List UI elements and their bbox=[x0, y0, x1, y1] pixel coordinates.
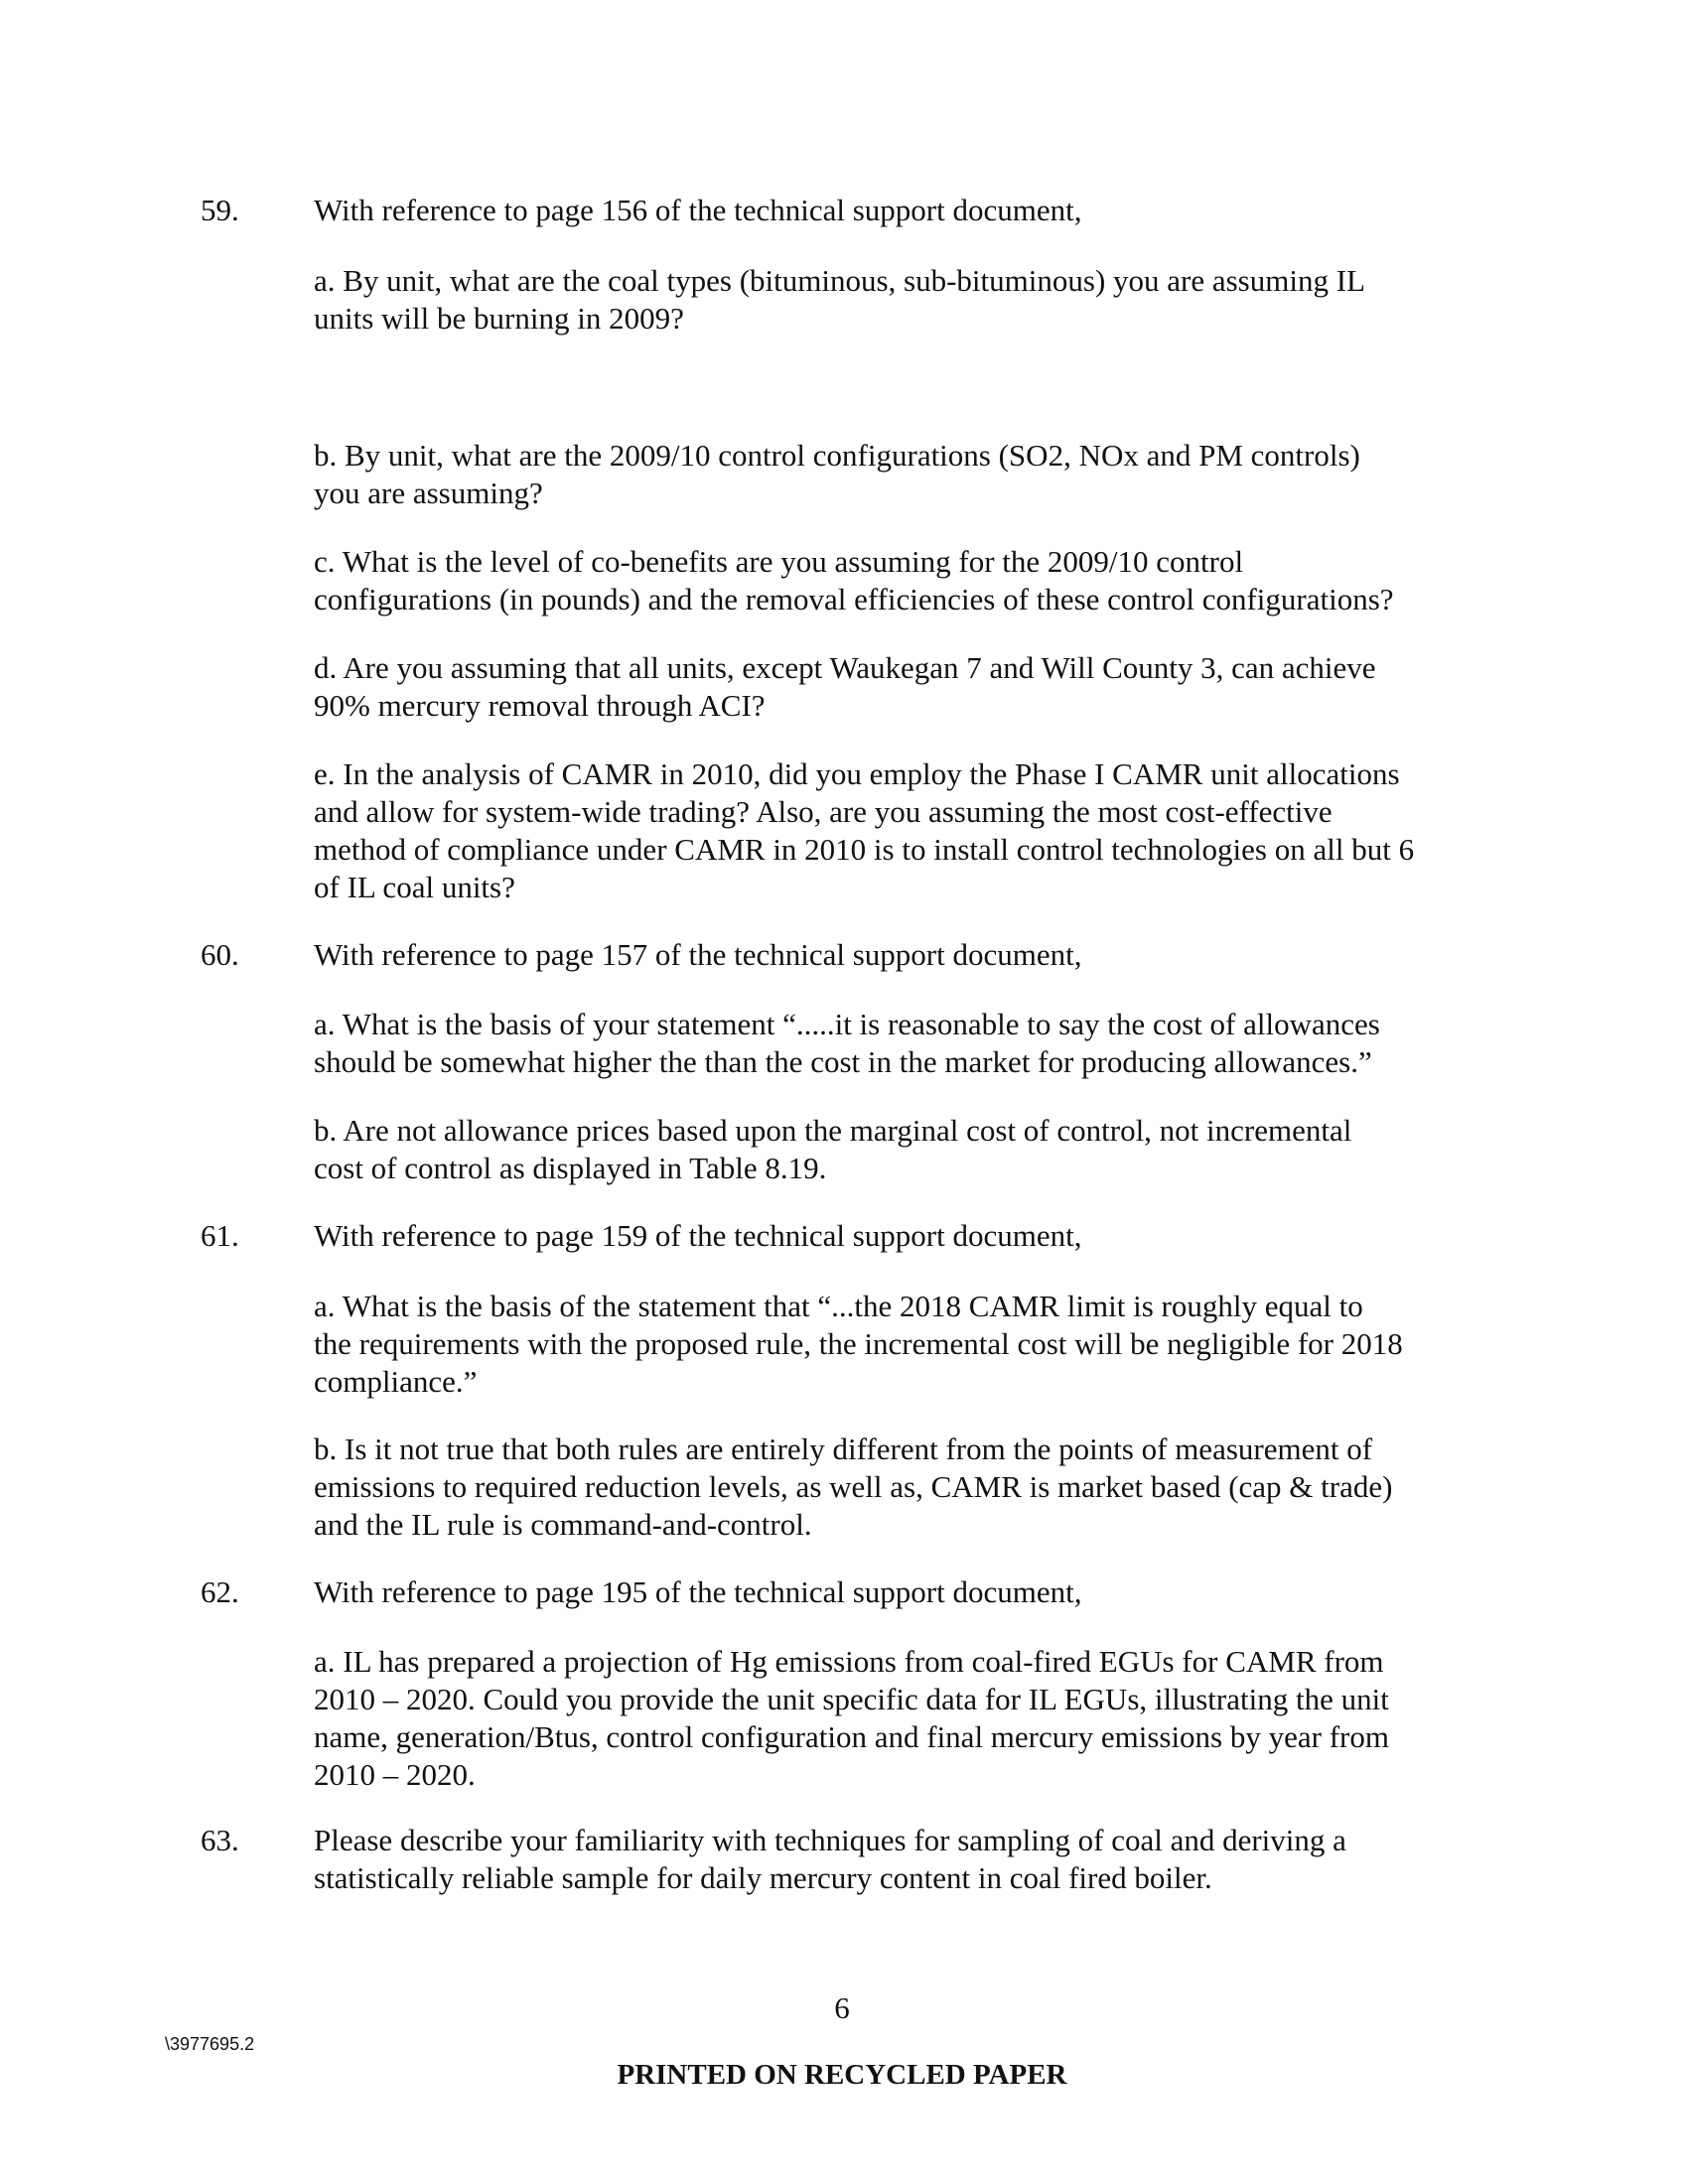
question-number: 62. bbox=[201, 1574, 239, 1609]
sub-question-line: compliance.” bbox=[314, 1364, 478, 1399]
sub-question-line: b. By unit, what are the 2009/10 control configurations (SO2, NOx and PM controls) bbox=[314, 438, 1360, 473]
sub-question-line: should be somewhat higher the than the cost in the market for producing allowances.” bbox=[314, 1044, 1372, 1079]
sub-question-line: name, generation/Btus, control configuration and final mercury emissions by year from bbox=[314, 1719, 1389, 1754]
sub-question-line: a. What is the basis of your statement “.....it is reasonable to say the cost of allowances bbox=[314, 1007, 1380, 1041]
sub-question-line: of IL coal units? bbox=[314, 870, 515, 904]
question-number: 60. bbox=[201, 937, 239, 972]
question-number: 59. bbox=[201, 193, 239, 227]
question-lead-line: statistically reliable sample for daily mercury content in coal fired boiler. bbox=[314, 1860, 1212, 1895]
question-lead: With reference to page 156 of the technical support document, bbox=[314, 193, 1082, 227]
sub-question bbox=[314, 262, 1485, 338]
sub-question bbox=[314, 437, 1485, 512]
sub-question-line: you are assuming? bbox=[314, 476, 543, 510]
document-id: \3977695.2 bbox=[165, 2034, 255, 2054]
question-lead bbox=[314, 1822, 1485, 1897]
sub-question-line: emissions to required reduction levels, as well as, CAMR is market based (cap & trade) bbox=[314, 1469, 1393, 1504]
question-number: 63. bbox=[201, 1823, 239, 1857]
sub-question-line: 2010 – 2020. Could you provide the unit specific data for IL EGUs, illustrating the unit bbox=[314, 1682, 1389, 1716]
sub-question-line: c. What is the level of co-benefits are you assuming for the 2009/10 control bbox=[314, 544, 1244, 579]
page-number: 6 bbox=[834, 1990, 850, 2025]
sub-question bbox=[314, 1112, 1485, 1187]
question-lead-line: Please describe your familiarity with techniques for sampling of coal and deriving a bbox=[314, 1823, 1346, 1857]
sub-question-line: method of compliance under CAMR in 2010 is to install control technologies on all but 6 bbox=[314, 832, 1415, 867]
sub-question bbox=[314, 1288, 1485, 1401]
sub-question-line: b. Is it not true that both rules are entirely different from the points of measurement of bbox=[314, 1432, 1373, 1466]
sub-question bbox=[314, 1431, 1485, 1544]
sub-question-line: units will be burning in 2009? bbox=[314, 301, 684, 336]
sub-question-line: and allow for system-wide trading? Also, are you assuming the most cost-effective bbox=[314, 794, 1333, 829]
question-lead: With reference to page 159 of the technical support document, bbox=[314, 1218, 1082, 1253]
question-lead: With reference to page 195 of the technical support document, bbox=[314, 1574, 1082, 1609]
question-number: 61. bbox=[201, 1218, 239, 1253]
sub-question-line: 90% mercury removal through ACI? bbox=[314, 688, 766, 723]
sub-question-line: configurations (in pounds) and the removal efficiencies of these control configurations? bbox=[314, 582, 1394, 616]
sub-question-line: e. In the analysis of CAMR in 2010, did you employ the Phase I CAMR unit allocations bbox=[314, 756, 1400, 791]
question-lead: With reference to page 157 of the technical support document, bbox=[314, 937, 1082, 972]
sub-question-line: cost of control as displayed in Table 8.19. bbox=[314, 1151, 827, 1185]
sub-question-line: 2010 – 2020. bbox=[314, 1757, 476, 1792]
sub-question bbox=[314, 543, 1485, 618]
sub-question-line: d. Are you assuming that all units, except Waukegan 7 and Will County 3, can achieve bbox=[314, 650, 1376, 685]
sub-question-line: and the IL rule is command-and-control. bbox=[314, 1507, 812, 1542]
sub-question bbox=[314, 649, 1485, 725]
sub-question-line: a. IL has prepared a projection of Hg emissions from coal-fired EGUs for CAMR from bbox=[314, 1644, 1384, 1679]
recycled-paper-notice: PRINTED ON RECYCLED PAPER bbox=[617, 2059, 1067, 2091]
sub-question-line: a. By unit, what are the coal types (bituminous, sub-bituminous) you are assuming IL bbox=[314, 263, 1365, 298]
sub-question bbox=[314, 755, 1485, 906]
sub-question-line: a. What is the basis of the statement that “...the 2018 CAMR limit is roughly equal to bbox=[314, 1289, 1363, 1323]
sub-question-line: b. Are not allowance prices based upon the marginal cost of control, not incremental bbox=[314, 1113, 1352, 1148]
sub-question bbox=[314, 1006, 1485, 1081]
sub-question bbox=[314, 1643, 1485, 1794]
sub-question-line: the requirements with the proposed rule, the incremental cost will be negligible for 2018 bbox=[314, 1326, 1403, 1361]
